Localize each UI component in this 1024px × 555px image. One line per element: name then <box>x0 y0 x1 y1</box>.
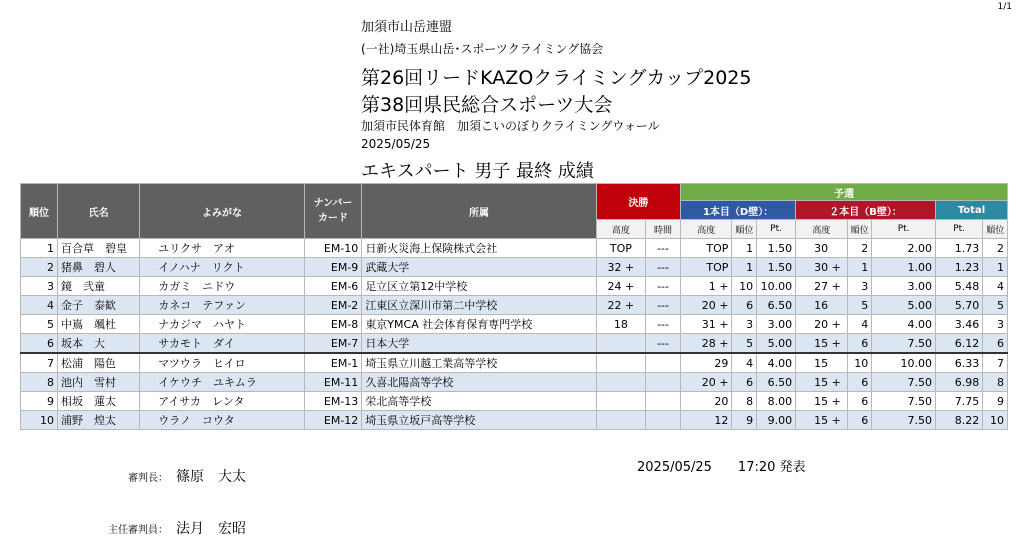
cell-f-t <box>646 411 681 430</box>
cell-kana: ナカジマ ハヤト <box>140 315 305 334</box>
cell-aff: 栄北高等学校 <box>362 392 596 411</box>
table-row <box>21 296 1008 315</box>
cell-q2-h: 15 <box>796 353 847 373</box>
header-total-pt: Pt. <box>935 220 982 239</box>
cell-rank: 1 <box>21 239 58 258</box>
cell-f-h <box>596 334 645 354</box>
cell-t-r: 8 <box>983 373 1008 392</box>
cell-aff: 東京YMCA 社会体育保育専門学校 <box>362 315 596 334</box>
table-row <box>21 411 1008 430</box>
cell-q1-p: 6.50 <box>757 373 796 392</box>
cell-q1-h: 31 + <box>681 315 732 334</box>
cell-q1-r: 9 <box>732 411 757 430</box>
cell-q1-r: 1 <box>732 239 757 258</box>
cell-q2-r: 6 <box>847 411 872 430</box>
cell-t-r: 7 <box>983 353 1008 373</box>
cell-q1-h: 28 + <box>681 334 732 354</box>
cell-t-r: 5 <box>983 296 1008 315</box>
cell-q2-h: 30 <box>796 239 847 258</box>
cell-aff: 足立区立第12中学校 <box>362 277 596 296</box>
header-q2-height: 高度 <box>796 220 847 239</box>
head-judge-name: 法月 宏昭 <box>176 521 246 537</box>
cell-q2-h: 30 + <box>796 258 847 277</box>
chief-judge <box>128 466 246 486</box>
cell-t-p: 8.22 <box>935 411 982 430</box>
cell-t-r: 1 <box>983 258 1008 277</box>
cell-aff: 埼玉県立坂戸高等学校 <box>362 411 596 430</box>
cell-t-p: 6.12 <box>935 334 982 354</box>
cell-f-t: --- <box>646 296 681 315</box>
result-title: エキスパート 男子 最終 成績 <box>361 161 594 182</box>
cell-q1-r: 3 <box>732 315 757 334</box>
cell-q2-p: 3.00 <box>872 277 936 296</box>
cell-q2-h: 15 + <box>796 392 847 411</box>
cell-q2-h: 15 + <box>796 411 847 430</box>
cell-q2-r: 6 <box>847 373 872 392</box>
cell-t-p: 1.23 <box>935 258 982 277</box>
cell-aff: 江東区立深川市第二中学校 <box>362 296 596 315</box>
cell-num: EM-2 <box>304 296 362 315</box>
header-qualification: 予選 <box>681 184 1008 201</box>
cell-num: EM-11 <box>304 373 362 392</box>
association: (一社)埼玉県山岳･スポーツクライミング協会 <box>361 42 604 56</box>
cell-q2-r: 5 <box>847 296 872 315</box>
cell-rank: 10 <box>21 411 58 430</box>
header-final: 決勝 <box>596 184 680 220</box>
cell-q2-p: 7.50 <box>872 392 936 411</box>
table-row <box>21 353 1008 373</box>
cell-num: EM-6 <box>304 277 362 296</box>
cell-name: 猪鼻 碧人 <box>58 258 140 277</box>
cell-f-h: 24 + <box>596 277 645 296</box>
header-q2-rank: 順位 <box>847 220 872 239</box>
table-row <box>21 315 1008 334</box>
cell-q1-r: 1 <box>732 258 757 277</box>
cell-kana: マツウラ ヒイロ <box>140 353 305 373</box>
cell-q1-h: TOP <box>681 239 732 258</box>
head-judge <box>108 518 246 538</box>
cell-q2-r: 6 <box>847 334 872 354</box>
cell-q2-r: 4 <box>847 315 872 334</box>
cell-q1-p: 5.00 <box>757 334 796 354</box>
cell-f-h <box>596 392 645 411</box>
cell-name: 中嶌 颯杜 <box>58 315 140 334</box>
cell-num: EM-13 <box>304 392 362 411</box>
cell-name: 金子 泰歓 <box>58 296 140 315</box>
cell-q2-h: 16 <box>796 296 847 315</box>
event-title: 第26回リードKAZOクライミングカップ2025 <box>361 67 752 89</box>
cell-num: EM-9 <box>304 258 362 277</box>
cell-rank: 4 <box>21 296 58 315</box>
cell-t-p: 6.33 <box>935 353 982 373</box>
header-total: Total <box>935 201 1007 220</box>
cell-f-h: 22 + <box>596 296 645 315</box>
cell-q1-r: 4 <box>732 353 757 373</box>
head-judge-label: 主任審判員： <box>108 525 168 536</box>
cell-q1-h: 12 <box>681 411 732 430</box>
cell-q1-p: 4.00 <box>757 353 796 373</box>
cell-q2-r: 3 <box>847 277 872 296</box>
event-subtitle: 第38回県民総合スポーツ大会 <box>361 94 613 116</box>
cell-kana: アイサカ レンタ <box>140 392 305 411</box>
header-name: 氏名 <box>58 184 140 239</box>
cell-q2-p: 7.50 <box>872 411 936 430</box>
cell-name: 鏡 弐童 <box>58 277 140 296</box>
cell-t-p: 5.70 <box>935 296 982 315</box>
cell-f-t: --- <box>646 334 681 354</box>
cell-q2-r: 2 <box>847 239 872 258</box>
cell-t-r: 9 <box>983 392 1008 411</box>
cell-f-t: --- <box>646 258 681 277</box>
cell-name: 松浦 陽色 <box>58 353 140 373</box>
cell-kana: カガミ ニドウ <box>140 277 305 296</box>
organizer: 加須市山岳連盟 <box>361 20 453 35</box>
cell-num: EM-10 <box>304 239 362 258</box>
cell-t-p: 3.46 <box>935 315 982 334</box>
cell-kana: ユリクサ アオ <box>140 239 305 258</box>
cell-q1-h: 20 + <box>681 296 732 315</box>
table-row <box>21 392 1008 411</box>
cell-num: EM-1 <box>304 353 362 373</box>
cell-t-r: 6 <box>983 334 1008 354</box>
cell-rank: 6 <box>21 334 58 354</box>
cell-kana: イノハナ リクト <box>140 258 305 277</box>
header-route2: ２本目（B壁）： <box>796 201 936 220</box>
table-row <box>21 239 1008 258</box>
cell-f-h <box>596 353 645 373</box>
cell-t-r: 2 <box>983 239 1008 258</box>
cell-q2-h: 27 + <box>796 277 847 296</box>
cell-f-t <box>646 353 681 373</box>
cell-q1-p: 1.50 <box>757 239 796 258</box>
table-row <box>21 334 1008 354</box>
cell-q1-p: 9.00 <box>757 411 796 430</box>
cell-t-p: 1.73 <box>935 239 982 258</box>
cell-f-t <box>646 392 681 411</box>
results-table <box>20 183 1008 430</box>
cell-q2-r: 6 <box>847 392 872 411</box>
cell-q1-p: 6.50 <box>757 296 796 315</box>
venue: 加須市民体育館 加須こいのぼりクライミングウォール <box>361 119 660 133</box>
chief-judge-name: 篠原 大太 <box>176 469 246 485</box>
cell-q2-p: 2.00 <box>872 239 936 258</box>
header-q1-rank: 順位 <box>732 220 757 239</box>
header-final-height: 高度 <box>596 220 645 239</box>
cell-q2-p: 1.00 <box>872 258 936 277</box>
cell-t-p: 5.48 <box>935 277 982 296</box>
cell-q2-h: 20 + <box>796 315 847 334</box>
cell-q2-r: 1 <box>847 258 872 277</box>
cell-f-t: --- <box>646 277 681 296</box>
cell-num: EM-7 <box>304 334 362 354</box>
cell-q1-h: 20 + <box>681 373 732 392</box>
cell-rank: 3 <box>21 277 58 296</box>
cell-aff: 久喜北陽高等学校 <box>362 373 596 392</box>
cell-q1-r: 6 <box>732 373 757 392</box>
cell-q2-p: 10.00 <box>872 353 936 373</box>
header-number-card: ナンバー カード <box>304 184 362 239</box>
event-date: 2025/05/25 <box>361 137 431 151</box>
header-rank: 順位 <box>21 184 58 239</box>
cell-t-r: 10 <box>983 411 1008 430</box>
cell-q1-r: 6 <box>732 296 757 315</box>
cell-f-h: 18 <box>596 315 645 334</box>
cell-name: 浦野 煌太 <box>58 411 140 430</box>
cell-f-h <box>596 411 645 430</box>
cell-q1-r: 5 <box>732 334 757 354</box>
cell-name: 百合草 碧皇 <box>58 239 140 258</box>
cell-t-r: 4 <box>983 277 1008 296</box>
header-total-rank: 順位 <box>983 220 1008 239</box>
cell-f-t <box>646 373 681 392</box>
cell-num: EM-8 <box>304 315 362 334</box>
cell-aff: 武蔵大学 <box>362 258 596 277</box>
cell-kana: カネコ テファン <box>140 296 305 315</box>
cell-rank: 5 <box>21 315 58 334</box>
header-q1-pt: Pt. <box>757 220 796 239</box>
cell-q2-p: 7.50 <box>872 373 936 392</box>
cell-name: 相坂 蓮太 <box>58 392 140 411</box>
cell-kana: サカモト ダイ <box>140 334 305 354</box>
cell-name: 池内 雪村 <box>58 373 140 392</box>
cell-t-p: 6.98 <box>935 373 982 392</box>
cell-f-h <box>596 373 645 392</box>
table-row <box>21 277 1008 296</box>
cell-q1-h: 1 + <box>681 277 732 296</box>
cell-name: 坂本 大 <box>58 334 140 354</box>
cell-q2-p: 5.00 <box>872 296 936 315</box>
announcement-time: 2025/05/25 17:20 発表 <box>637 460 806 475</box>
cell-rank: 7 <box>21 353 58 373</box>
cell-aff: 日新火災海上保険株式会社 <box>362 239 596 258</box>
cell-f-h: 32 + <box>596 258 645 277</box>
cell-q1-p: 8.00 <box>757 392 796 411</box>
header-q1-height: 高度 <box>681 220 732 239</box>
chief-judge-label: 審判長： <box>128 473 168 484</box>
cell-rank: 9 <box>21 392 58 411</box>
cell-q2-h: 15 + <box>796 373 847 392</box>
cell-q2-r: 10 <box>847 353 872 373</box>
cell-f-h: TOP <box>596 239 645 258</box>
table-row <box>21 258 1008 277</box>
cell-q2-p: 7.50 <box>872 334 936 354</box>
cell-rank: 2 <box>21 258 58 277</box>
cell-q1-r: 10 <box>732 277 757 296</box>
cell-kana: ウラノ コウタ <box>140 411 305 430</box>
cell-q1-h: 29 <box>681 353 732 373</box>
cell-q1-h: TOP <box>681 258 732 277</box>
cell-q1-p: 1.50 <box>757 258 796 277</box>
table-row <box>21 373 1008 392</box>
header-route1: 1本目（D壁）： <box>681 201 796 220</box>
cell-q1-r: 8 <box>732 392 757 411</box>
header-kana: よみがな <box>140 184 305 239</box>
cell-q2-p: 4.00 <box>872 315 936 334</box>
header-affiliation: 所属 <box>362 184 596 239</box>
cell-q2-h: 15 + <box>796 334 847 354</box>
page-number: 1/1 <box>997 2 1012 12</box>
cell-q1-p: 3.00 <box>757 315 796 334</box>
header-final-time: 時間 <box>646 220 681 239</box>
cell-t-r: 3 <box>983 315 1008 334</box>
cell-q1-h: 20 <box>681 392 732 411</box>
cell-kana: イケウチ ユキムラ <box>140 373 305 392</box>
cell-rank: 8 <box>21 373 58 392</box>
cell-t-p: 7.75 <box>935 392 982 411</box>
cell-aff: 埼玉県立川越工業高等学校 <box>362 353 596 373</box>
cell-f-t: --- <box>646 315 681 334</box>
cell-q1-p: 10.00 <box>757 277 796 296</box>
cell-num: EM-12 <box>304 411 362 430</box>
cell-aff: 日本大学 <box>362 334 596 354</box>
header-q2-pt: Pt. <box>872 220 936 239</box>
cell-f-t: --- <box>646 239 681 258</box>
